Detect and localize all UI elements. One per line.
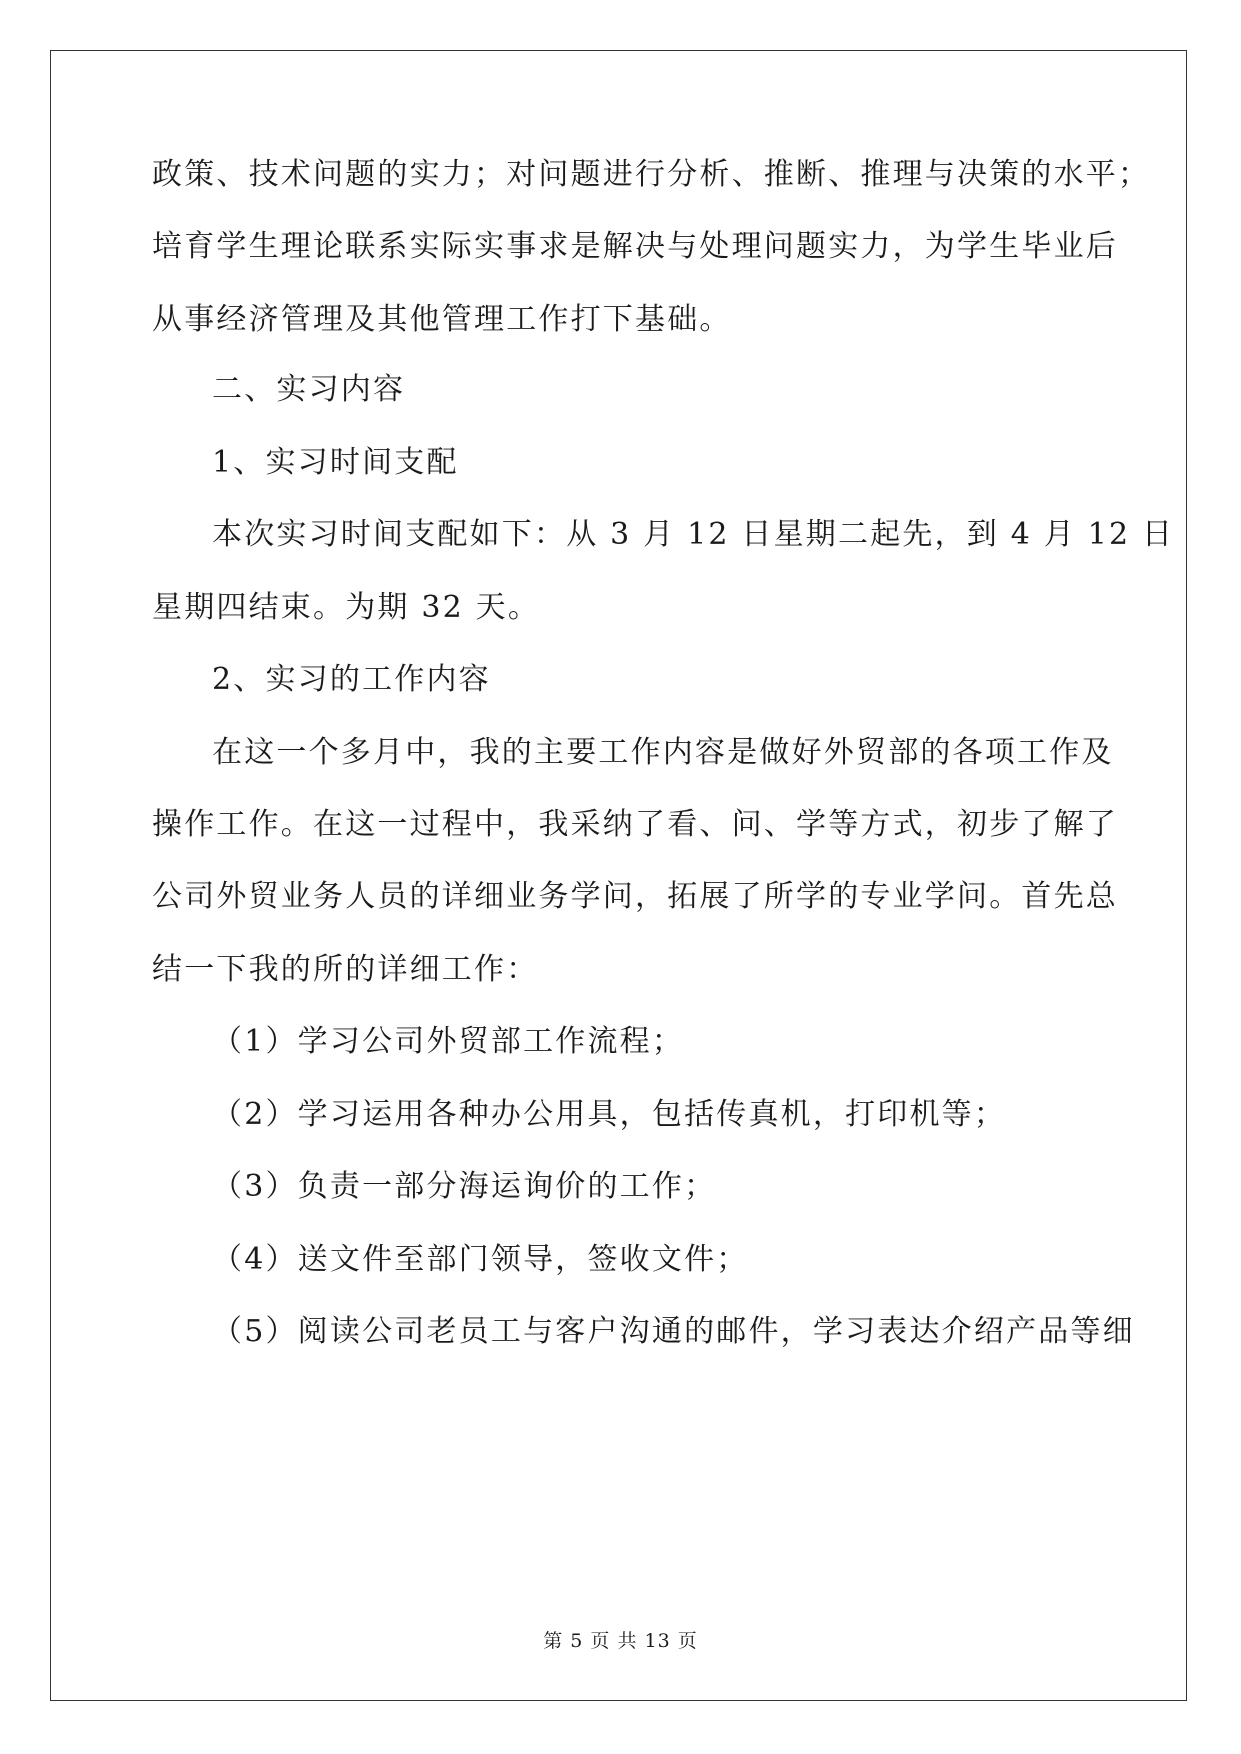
body-text-line: 公司外贸业务人员的详细业务学问，拓展了所学的专业学问。首先总 [152, 879, 1118, 914]
list-item: （5）阅读公司老员工与客户沟通的邮件，学习表达介绍产品等细 [212, 1314, 1135, 1349]
body-text-line: 星期四结束。为期 32 天。 [152, 590, 541, 625]
body-text-line: 本次实习时间支配如下：从 3 月 12 日星期二起先，到 4 月 12 日 [212, 517, 1175, 552]
subsection-heading: 1、实习时间支配 [212, 445, 459, 480]
list-item: （4）送文件至部门领导，签收文件； [212, 1242, 749, 1277]
body-text-line: 从事经济管理及其他管理工作打下基础。 [152, 302, 732, 337]
body-text-line: 政策、技术问题的实力；对问题进行分析、推断、推理与决策的水平； [152, 157, 1151, 192]
section-heading: 二、实习内容 [212, 372, 406, 407]
list-item: （3）负责一部分海运询价的工作； [212, 1169, 717, 1204]
body-text-line: 操作工作。在这一过程中，我采纳了看、问、学等方式，初步了解了 [152, 807, 1118, 842]
page-number-footer: 第 5 页 共 13 页 [543, 1630, 698, 1652]
body-text-line: 培育学生理论联系实际实事求是解决与处理问题实力，为学生毕业后 [152, 229, 1118, 264]
list-item: （1）学习公司外贸部工作流程； [212, 1024, 685, 1059]
list-item: （2）学习运用各种办公用具，包括传真机，打印机等； [212, 1097, 1007, 1132]
page-border [50, 50, 1187, 1701]
subsection-heading: 2、实习的工作内容 [212, 662, 491, 697]
body-text-line: 结一下我的所的详细工作： [152, 952, 539, 987]
body-text-line: 在这一个多月中，我的主要工作内容是做好外贸部的各项工作及 [212, 735, 1114, 770]
